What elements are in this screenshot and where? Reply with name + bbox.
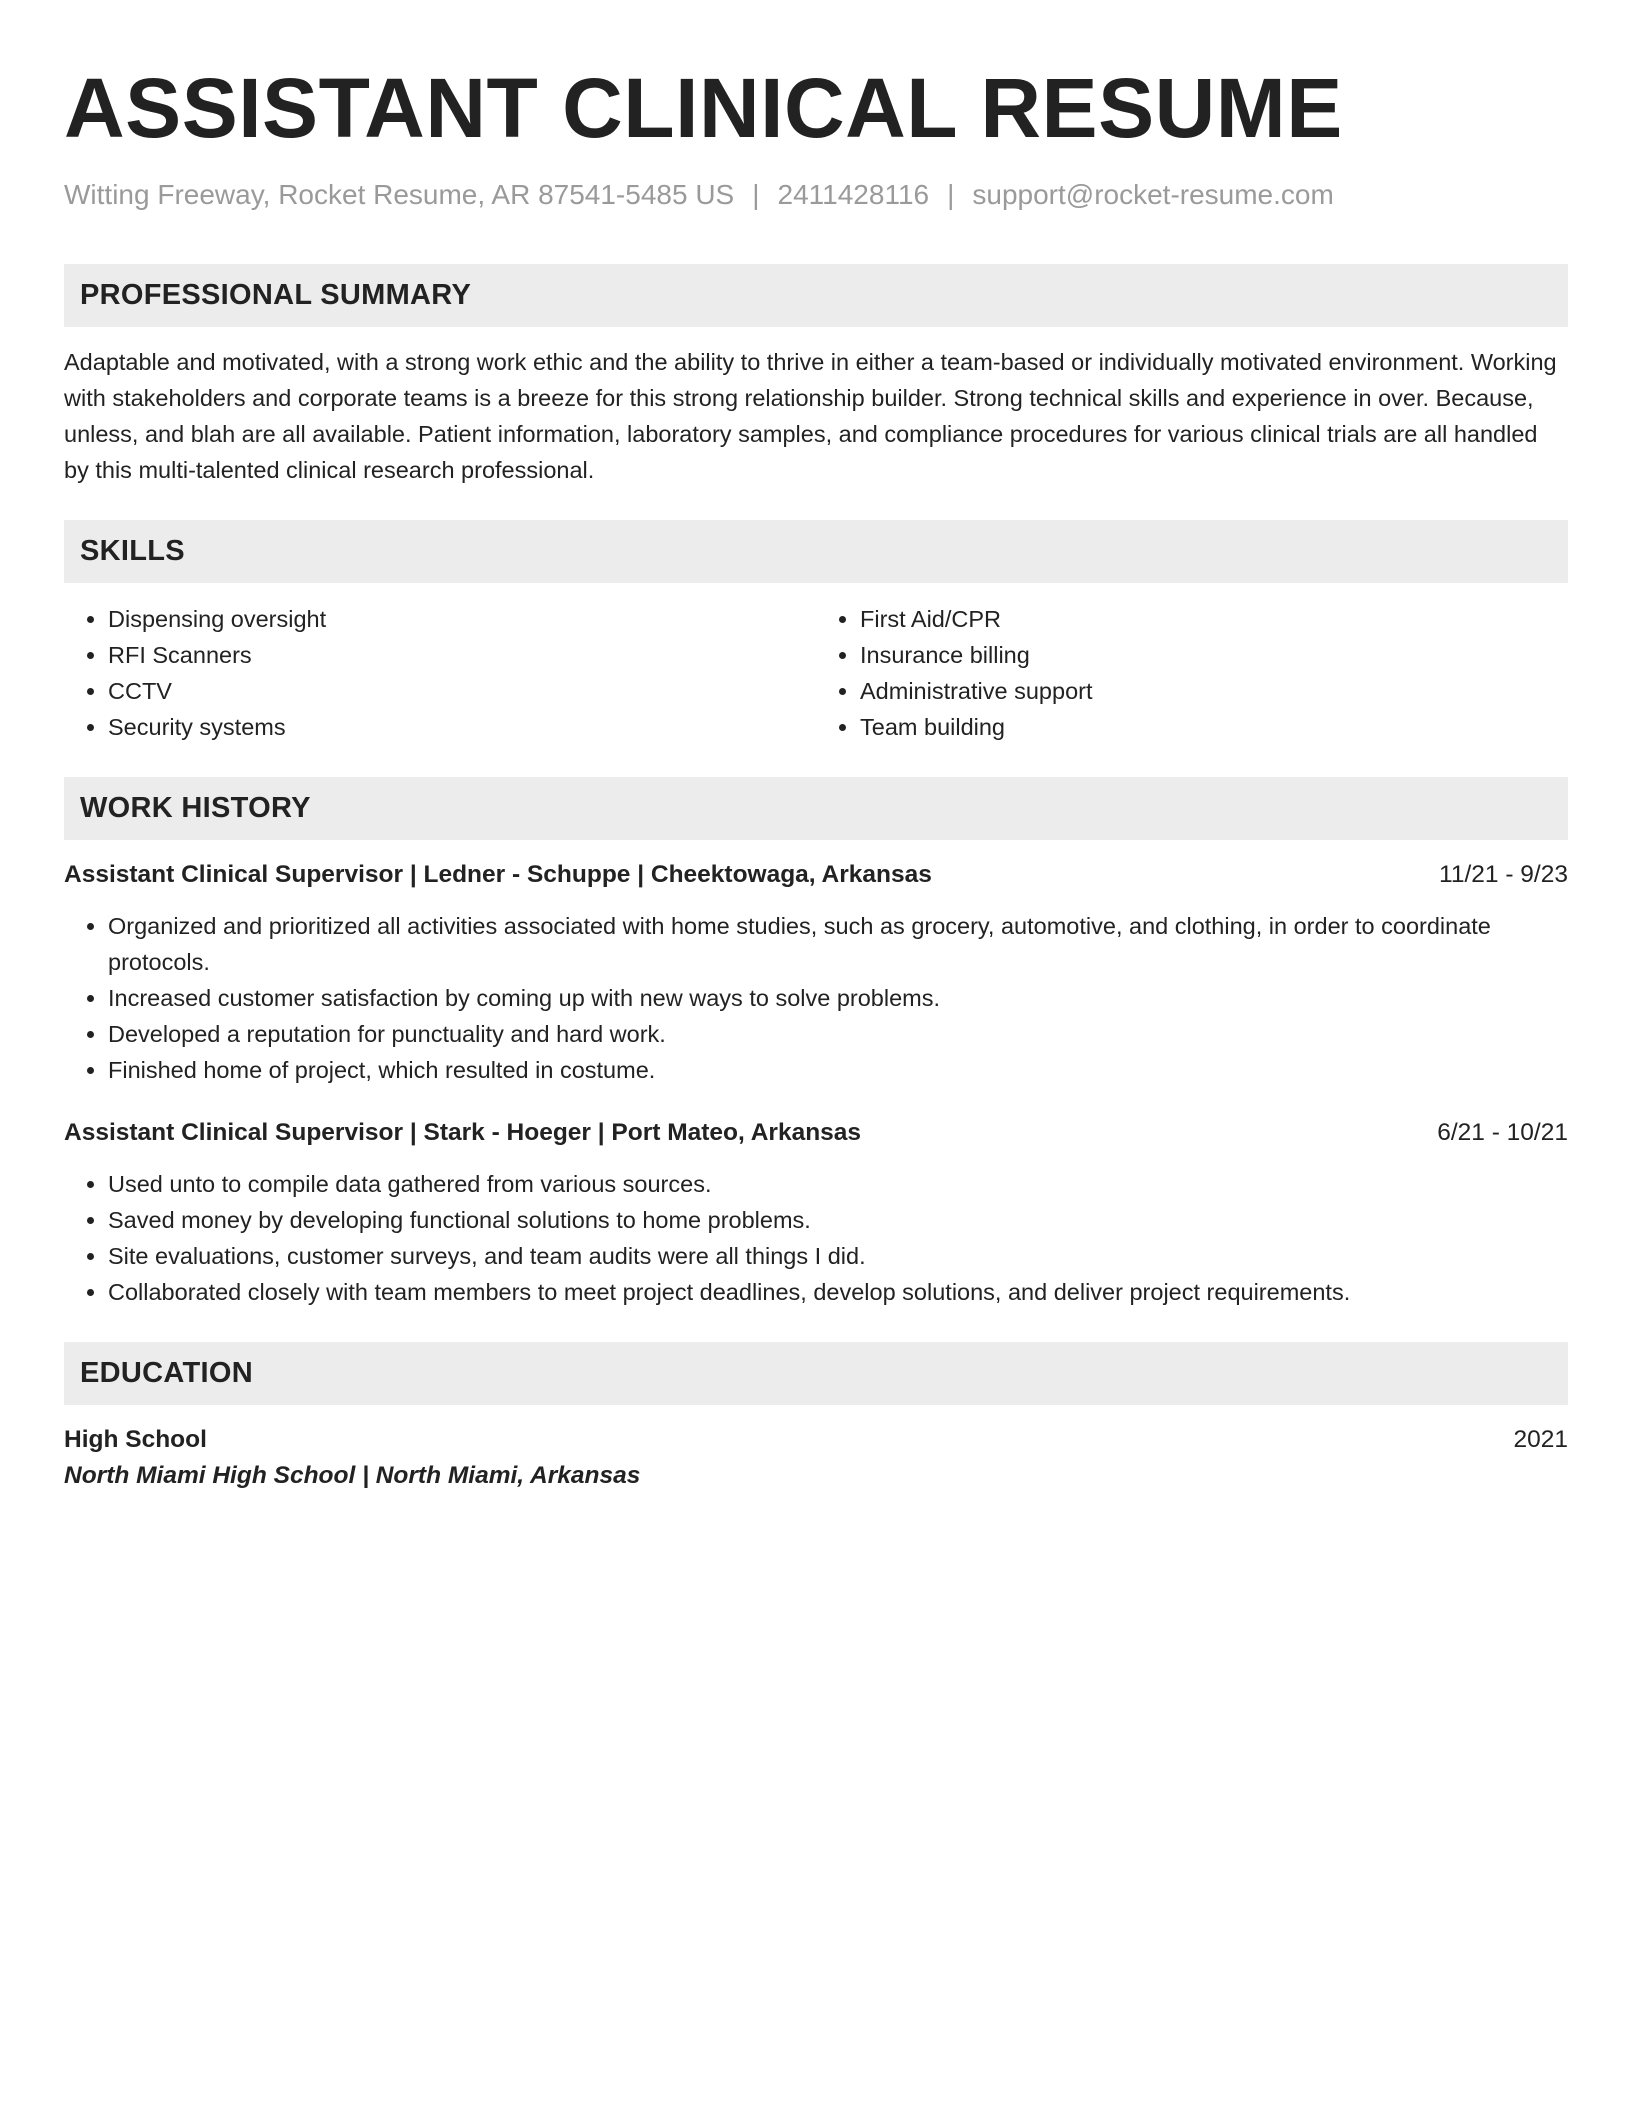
job-bullets bbox=[64, 908, 1568, 1088]
skill-item: • Administrative support bbox=[860, 673, 1568, 709]
job-bullet: • Collaborated closely with team members to meet project deadlines, develop solutions, and deliver project requirements. bbox=[108, 1274, 1568, 1310]
job-header bbox=[64, 858, 1568, 892]
education-degree: High School bbox=[64, 1426, 207, 1453]
work-history-heading: WORK HISTORY bbox=[64, 777, 1568, 840]
summary-text: Adaptable and motivated, with a strong work ethic and the ability to thrive in either a team-based or individually motivated environment. Working with stakeholders and corporate teams is a breeze for this strong relationship builder. Strong technical skills and experience in over. Because, unless, and blah are all available. Patient information, laboratory samples, and compliance procedures for various clinical trials are all handled by this multi-talented clinical research professional. bbox=[64, 349, 1557, 483]
contact-separator: | bbox=[752, 179, 760, 210]
skill-item: • Security systems bbox=[108, 709, 816, 745]
summary-heading: PROFESSIONAL SUMMARY bbox=[64, 264, 1568, 327]
skills-list-left bbox=[64, 601, 816, 745]
resume-title: ASSISTANT CLINICAL RESUME bbox=[64, 61, 1343, 155]
job-bullet: • Site evaluations, customer surveys, and team audits were all things I did. bbox=[108, 1238, 1568, 1274]
education-school: North Miami High School | North Miami, Arkansas bbox=[64, 1462, 641, 1489]
skill-item: • CCTV bbox=[108, 673, 816, 709]
job-title: Assistant Clinical Supervisor | Ledner - Schuppe | Cheektowaga, Arkansas bbox=[64, 861, 932, 888]
job-header bbox=[64, 1116, 1568, 1150]
education-header bbox=[64, 1423, 1568, 1457]
skill-item: • Team building bbox=[860, 709, 1568, 745]
contact-address: Witting Freeway, Rocket Resume, AR 87541-5485 US bbox=[64, 179, 735, 210]
contact-separator: | bbox=[947, 179, 955, 210]
contact-phone: 2411428116 bbox=[777, 179, 930, 210]
contact-email: support@rocket-resume.com bbox=[972, 179, 1334, 210]
skill-item: • RFI Scanners bbox=[108, 637, 816, 673]
job-title: Assistant Clinical Supervisor | Stark - Hoeger | Port Mateo, Arkansas bbox=[64, 1119, 862, 1146]
job-bullet: • Organized and prioritized all activities associated with home studies, such as grocery, automotive, and clothing, in order to coordinate protocols. bbox=[108, 908, 1568, 980]
job-bullet: • Increased customer satisfaction by coming up with new ways to solve problems. bbox=[108, 980, 1568, 1016]
skills-columns bbox=[64, 601, 1568, 745]
skill-item: • Dispensing oversight bbox=[108, 601, 816, 637]
job-bullet: • Saved money by developing functional solutions to home problems. bbox=[108, 1202, 1568, 1238]
job-bullet: • Developed a reputation for punctuality and hard work. bbox=[108, 1016, 1568, 1052]
job-bullet: • Finished home of project, which resulted in costume. bbox=[108, 1052, 1568, 1088]
job-bullets bbox=[64, 1166, 1568, 1310]
skill-item: • First Aid/CPR bbox=[860, 601, 1568, 637]
skills-heading: SKILLS bbox=[64, 520, 1568, 583]
contact-line bbox=[64, 178, 1568, 212]
job-bullet: • Used unto to compile data gathered from various sources. bbox=[108, 1166, 1568, 1202]
education-heading: EDUCATION bbox=[64, 1342, 1568, 1405]
skills-list-right bbox=[816, 601, 1568, 745]
skill-item: • Insurance billing bbox=[860, 637, 1568, 673]
education-year: 2021 bbox=[1513, 1426, 1568, 1453]
job-dates: 11/21 - 9/23 bbox=[1439, 861, 1568, 888]
job-dates: 6/21 - 10/21 bbox=[1437, 1119, 1568, 1146]
